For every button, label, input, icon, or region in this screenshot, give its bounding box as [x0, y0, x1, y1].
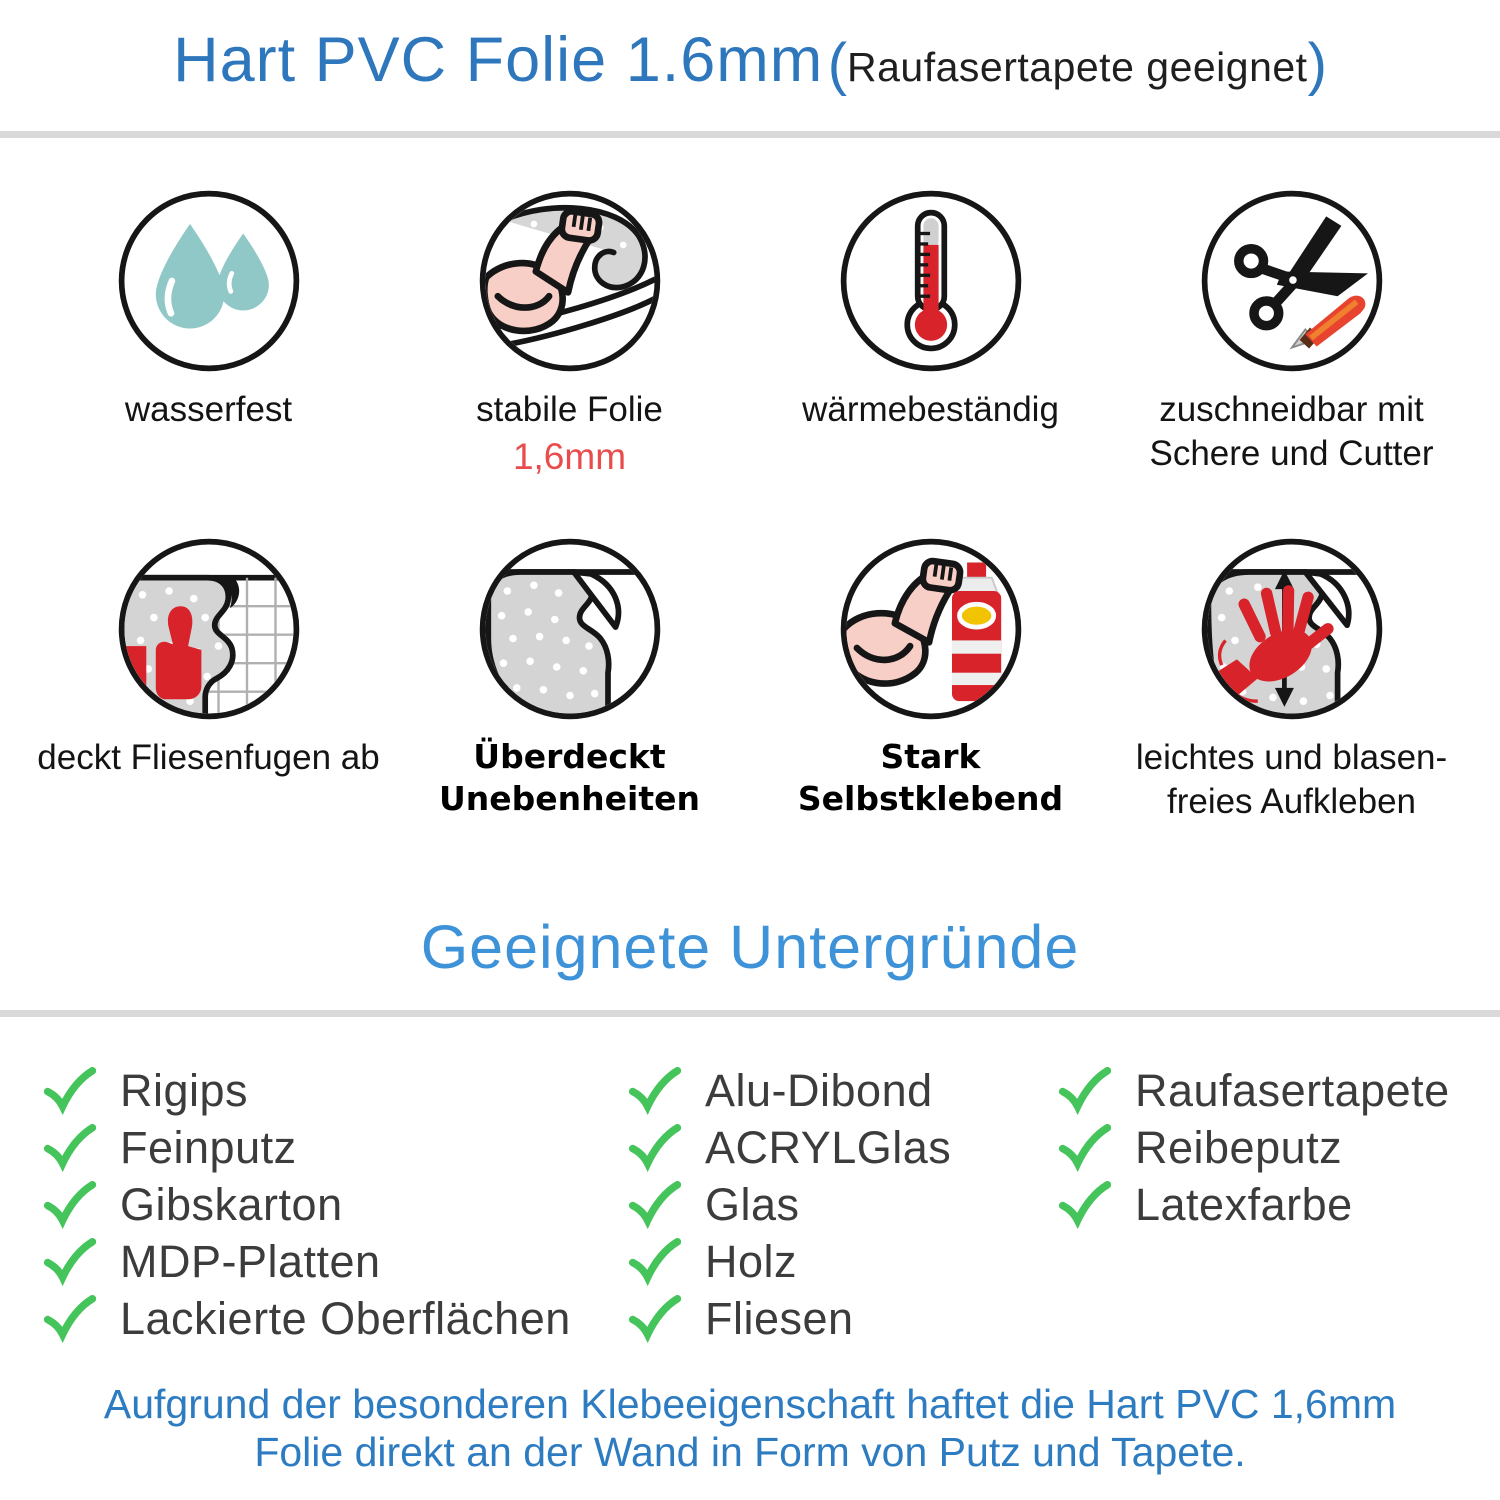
substrate-item: Gibskarton: [42, 1176, 627, 1233]
substrates-column-3: [1057, 1062, 1482, 1347]
footer-line-2: Folie direkt an der Wand in Form von Putz und Tapete.: [254, 1429, 1246, 1476]
divider-middle: [0, 1010, 1500, 1017]
feature-label: stabile Folie: [476, 390, 663, 429]
substrate-item: Holz: [627, 1233, 1057, 1290]
feature-label: wärmebeständig: [802, 390, 1059, 429]
substrate-item: Alu-Dibond: [627, 1062, 1057, 1119]
substrate-item: Glas: [627, 1176, 1057, 1233]
substrate-item: Latexfarbe: [1057, 1176, 1482, 1233]
feature-covers-grout: [28, 534, 389, 824]
substrate-item: ACRYLGlas: [627, 1119, 1057, 1176]
scissors-cutter-icon: [1197, 186, 1387, 376]
check-icon: [42, 1067, 96, 1115]
check-icon: [627, 1295, 681, 1343]
section-title: Geeignete Untergründe: [420, 913, 1080, 981]
substrates-column-1: [42, 1062, 627, 1347]
substrate-item: Fliesen: [627, 1290, 1057, 1347]
check-icon: [42, 1124, 96, 1172]
thumbs-up-tiles-icon: [114, 534, 304, 724]
substrate-item: Raufasertapete: [1057, 1062, 1482, 1119]
paren-open: (: [827, 32, 848, 97]
feature-self-adhesive: [750, 534, 1111, 824]
thickness-value: 1,6mm: [512, 436, 627, 478]
footer-line-1: Aufgrund der besonderen Klebeeigenschaft haftet die Hart PVC 1,6mm: [103, 1381, 1397, 1427]
feature-label: wasserfest: [124, 390, 293, 429]
substrates-column-2: [627, 1062, 1057, 1347]
muscle-glue-icon: [836, 534, 1026, 724]
check-icon: [42, 1181, 96, 1229]
strong-foil-icon: [475, 186, 665, 376]
check-icon: [627, 1067, 681, 1115]
hand-smooth-icon: [1197, 534, 1387, 724]
feature-label: leichtes und blasen- freies Aufkleben: [1135, 738, 1448, 822]
feature-easy-apply: [1111, 534, 1472, 824]
paren-close: ): [1307, 32, 1327, 97]
substrates-list: [42, 1062, 1482, 1347]
water-drops-icon: [114, 186, 304, 376]
check-icon: [1057, 1181, 1111, 1229]
check-icon: [42, 1238, 96, 1286]
feature-waterproof: [28, 186, 389, 478]
page-title: Hart PVC Folie 1.6mm: [173, 25, 824, 95]
substrate-item: MDP-Platten: [42, 1233, 627, 1290]
check-icon: [1057, 1067, 1111, 1115]
check-icon: [627, 1124, 681, 1172]
page-subtitle: Raufasertapete geeignet: [847, 44, 1308, 90]
feature-stable-foil: [389, 186, 750, 478]
check-icon: [627, 1181, 681, 1229]
check-icon: [42, 1295, 96, 1343]
feature-covers-unevenness: [389, 534, 750, 824]
feature-label: zuschneidbar mit Schere und Cutter: [1149, 390, 1434, 474]
footer-note: [0, 1380, 1500, 1477]
feature-label: Stark Selbstklebend: [797, 737, 1064, 818]
substrate-item: Reibeputz: [1057, 1119, 1482, 1176]
substrate-item: Feinputz: [42, 1119, 627, 1176]
check-icon: [627, 1238, 681, 1286]
feature-label: Überdeckt Unebenheiten: [438, 737, 700, 818]
features-grid: [28, 186, 1472, 824]
substrate-item: Rigips: [42, 1062, 627, 1119]
feature-cuttable: [1111, 186, 1472, 478]
thermometer-icon: [836, 186, 1026, 376]
feature-label: deckt Fliesenfugen ab: [37, 738, 380, 778]
divider-top: [0, 131, 1500, 138]
check-icon: [1057, 1124, 1111, 1172]
feature-heat-resistant: [750, 186, 1111, 478]
foil-cover-icon: [475, 534, 665, 724]
substrate-item: Lackierte Oberflächen: [42, 1290, 627, 1347]
header: [0, 24, 1500, 98]
